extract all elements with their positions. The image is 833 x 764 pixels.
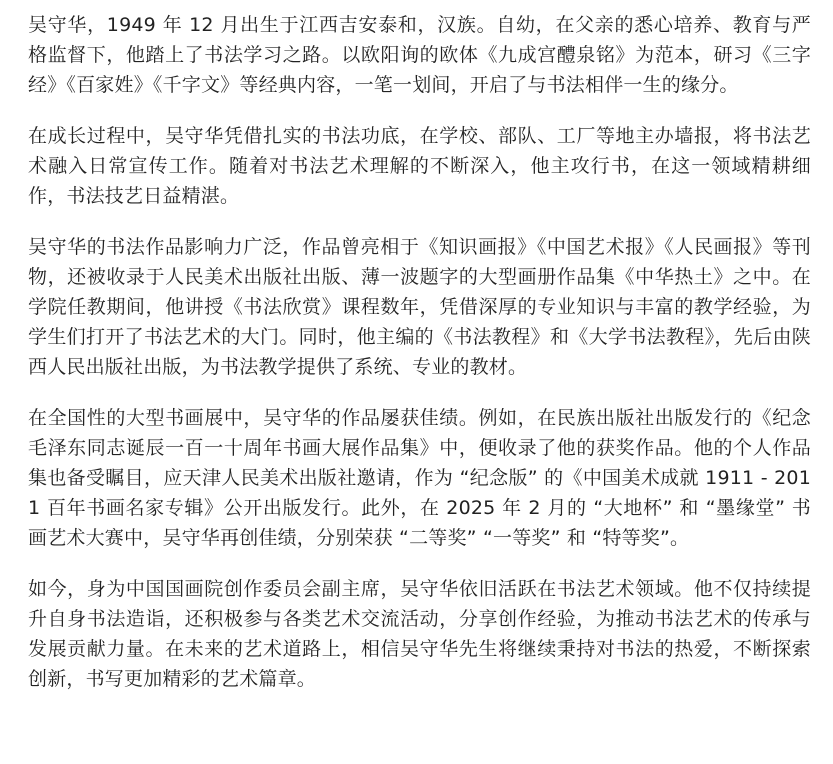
paragraph-growth-and-practice: 在成长过程中，吴守华凭借扎实的书法功底，在学校、部队、工厂等地主办墙报，将书法艺术融入日常宣传工作。随着对书法艺术理解的不断深入，他主攻行书，在这一领域精耕细作，书法技艺日益精湛。 <box>28 125 811 207</box>
paragraph-current-role: 如今，身为中国国画院创作委员会副主席，吴守华依旧活跃在书法艺术领域。他不仅持续提升自身书法造诣，还积极参与各类艺术交流活动，分享创作经验，为推动书法艺术的传承与发展贡献力量。在未来的艺术道路上，相信吴守华先生将继续秉持对书法的热爱，不断探索创新，书写更加精彩的艺术篇章。 <box>28 578 811 690</box>
paragraph-publications-and-teaching: 吴守华的书法作品影响力广泛，作品曾亮相于《知识画报》《中国艺术报》《人民画报》等刊物，还被收录于人民美术出版社出版、薄一波题字的大型画册作品集《中华热土》之中。在学院任教期间，他讲授《书法欣赏》课程数年，凭借深厚的专业知识与丰富的教学经验，为学生们打开了书法艺术的大门。同时，他主编的《书法教程》和《大学书法教程》，先后由陕西人民出版社出版，为书法教学提供了系统、专业的教材。 <box>28 236 811 378</box>
paragraph-exhibitions-and-awards: 在全国性的大型书画展中，吴守华的作品屡获佳绩。例如，在民族出版社出版发行的《纪念毛泽东同志诞辰一百一十周年书画大展作品集》中，便收录了他的获奖作品。他的个人作品集也备受瞩目，应天津人民美术出版社邀请，作为 “纪念版” 的《中国美术成就 1911 - 2011 百年书画名家专辑》公开出版发行。此外，在 2025 年 2 月的 “大地杯” 和 “墨缘堂” 书画艺术大赛中，吴守华再创佳绩，分别荣获 “二等奖” “一等奖” 和 “特等奖”。 <box>28 407 811 549</box>
paragraph-birth-and-early-study: 吴守华，1949 年 12 月出生于江西吉安泰和，汉族。自幼，在父亲的悉心培养、教育与严格监督下，他踏上了书法学习之路。以欧阳询的欧体《九成宫醴泉铭》为范本，研习《三字经》《百家姓》《千字文》等经典内容，一笔一划间，开启了与书法相伴一生的缘分。 <box>28 14 811 96</box>
